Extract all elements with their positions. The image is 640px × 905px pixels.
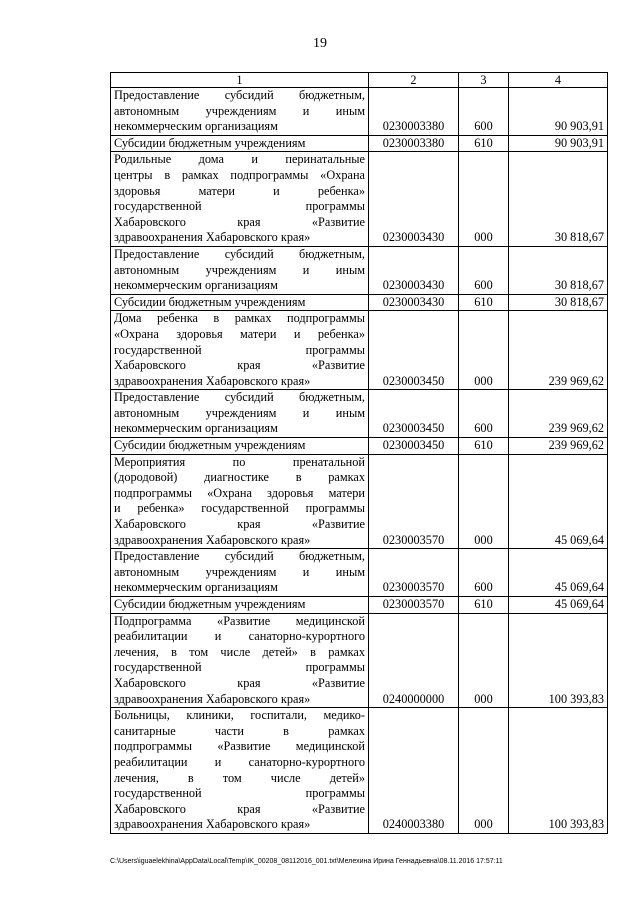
table-row (111, 438, 608, 455)
description-line: подпрограммы «Развитие медицинской (114, 739, 365, 754)
description-line: здравоохранения Хабаровского края» (114, 532, 311, 547)
row-target-code: 0230003570 (369, 454, 459, 549)
row-expense-type: 000 (459, 454, 509, 549)
header-row (111, 73, 608, 88)
description-line: реабилитации и санаторно-курортного (114, 754, 365, 769)
row-amount: 30 818,67 (509, 152, 608, 247)
row-target-code: 0230003430 (369, 152, 459, 247)
row-target-code: 0230003430 (369, 246, 459, 294)
row-expense-type: 600 (459, 88, 509, 136)
description-line: Субсидии бюджетным учреждениям (114, 438, 306, 453)
description-line: (дородовой) диагностике в рамках (114, 470, 365, 485)
row-description (111, 152, 369, 247)
table-row (111, 597, 608, 614)
row-amount: 239 969,62 (509, 390, 608, 438)
row-expense-type: 000 (459, 152, 509, 247)
page-number: 19 (313, 36, 327, 51)
description-line: лечения, в том числе детей» в рамках (114, 644, 365, 659)
description-line: подпрограммы «Охрана здоровья матери (114, 485, 365, 500)
description-line: Предоставление субсидий бюджетным, (114, 390, 365, 405)
description-line: Субсидии бюджетным учреждениям (114, 294, 306, 309)
table-row (111, 390, 608, 438)
table-row (111, 246, 608, 294)
row-expense-type: 000 (459, 311, 509, 390)
description-line: некоммерческим организациям (114, 119, 278, 134)
description-line: лечения, в том числе детей» (114, 770, 365, 785)
description-line: государственной программы (114, 342, 365, 357)
row-amount: 90 903,91 (509, 135, 608, 152)
row-target-code: 0240000000 (369, 613, 459, 708)
row-expense-type: 600 (459, 390, 509, 438)
row-description (111, 613, 369, 708)
row-expense-type: 610 (459, 597, 509, 614)
description-line: здравоохранения Хабаровского края» (114, 691, 311, 706)
row-description (111, 549, 369, 597)
description-line: Больницы, клиники, госпитали, медико- (114, 708, 365, 723)
row-target-code: 0240003380 (369, 708, 459, 834)
budget-table (110, 72, 608, 834)
description-line: Хабаровского края «Развитие (114, 801, 365, 816)
description-line: некоммерческим организациям (114, 580, 278, 595)
table-row (111, 549, 608, 597)
description-line: государственной программы (114, 660, 365, 675)
table-row (111, 88, 608, 136)
row-amount: 239 969,62 (509, 438, 608, 455)
description-line: Предоставление субсидий бюджетным, (114, 88, 365, 102)
row-expense-type: 000 (459, 613, 509, 708)
row-expense-type: 600 (459, 549, 509, 597)
description-line: некоммерческим организациям (114, 278, 278, 293)
row-description (111, 454, 369, 549)
description-line: Хабаровского края «Развитие (114, 358, 365, 373)
header-col-3: 3 (459, 73, 509, 88)
row-expense-type: 600 (459, 246, 509, 294)
description-line: санитарные части в рамках (114, 723, 365, 738)
row-description (111, 597, 369, 614)
row-amount: 45 069,64 (509, 549, 608, 597)
table-row (111, 708, 608, 834)
description-line: Хабаровского края «Развитие (114, 675, 365, 690)
description-line: Родильные дома и перинатальные (114, 152, 365, 167)
description-line: автономным учреждениям и иным (114, 103, 365, 118)
description-line: Дома ребенка в рамках подпрограммы (114, 311, 365, 326)
row-description (111, 88, 369, 136)
row-target-code: 0230003380 (369, 88, 459, 136)
row-target-code: 0230003430 (369, 294, 459, 311)
row-amount: 30 818,67 (509, 294, 608, 311)
description-line: центры в рамках подпрограммы «Охрана (114, 167, 365, 182)
row-target-code: 0230003570 (369, 597, 459, 614)
description-line: и ребенка» государственной программы (114, 501, 365, 516)
row-amount: 100 393,83 (509, 613, 608, 708)
table-row (111, 152, 608, 247)
description-line: здравоохранения Хабаровского края» (114, 373, 311, 388)
description-line: автономным учреждениям и иным (114, 262, 365, 277)
description-line: некоммерческим организациям (114, 421, 278, 436)
file-path-footer: C:\Users\iguaelekhina\AppData\Local\Temp\IK_00208_08112016_001.txt\Мелехина Ирина Геннадьевна\08.11.2016 17:57:11 (110, 858, 503, 865)
row-description (111, 311, 369, 390)
description-line: Субсидии бюджетным учреждениям (114, 135, 306, 150)
description-line: Субсидии бюджетным учреждениям (114, 597, 306, 611)
description-line: здравоохранения Хабаровского края» (114, 230, 311, 245)
description-line: государственной программы (114, 199, 365, 214)
description-line: здоровья матери и ребенка» (114, 183, 365, 198)
row-description (111, 708, 369, 834)
table-row (111, 294, 608, 311)
row-amount: 30 818,67 (509, 246, 608, 294)
row-description (111, 438, 369, 455)
row-description (111, 294, 369, 311)
description-line: реабилитации и санаторно-курортного (114, 629, 365, 644)
row-expense-type: 000 (459, 708, 509, 834)
description-line: Подпрограмма «Развитие медицинской (114, 613, 365, 628)
row-expense-type: 610 (459, 135, 509, 152)
description-line: Хабаровского края «Развитие (114, 517, 365, 532)
header-col-4: 4 (509, 73, 608, 88)
row-amount: 45 069,64 (509, 597, 608, 614)
row-description (111, 135, 369, 152)
description-line: Мероприятия по пренатальной (114, 454, 365, 469)
row-amount: 45 069,64 (509, 454, 608, 549)
table-row (111, 613, 608, 708)
row-target-code: 0230003380 (369, 135, 459, 152)
description-line: здравоохранения Хабаровского края» (114, 817, 311, 832)
description-line: автономным учреждениям и иным (114, 564, 365, 579)
description-line: автономным учреждениям и иным (114, 405, 365, 420)
table-row (111, 454, 608, 549)
row-target-code: 0230003450 (369, 311, 459, 390)
row-target-code: 0230003570 (369, 549, 459, 597)
row-amount: 90 903,91 (509, 88, 608, 136)
row-target-code: 0230003450 (369, 390, 459, 438)
header-col-1: 1 (111, 73, 369, 88)
header-col-2: 2 (369, 73, 459, 88)
row-description (111, 390, 369, 438)
description-line: Предоставление субсидий бюджетным, (114, 549, 365, 564)
description-line: Хабаровского края «Развитие (114, 214, 365, 229)
row-amount: 239 969,62 (509, 311, 608, 390)
row-amount: 100 393,83 (509, 708, 608, 834)
row-target-code: 0230003450 (369, 438, 459, 455)
description-line: «Охрана здоровья матери и ребенка» (114, 326, 365, 341)
row-expense-type: 610 (459, 294, 509, 311)
row-expense-type: 610 (459, 438, 509, 455)
table-row (111, 311, 608, 390)
description-line: государственной программы (114, 786, 365, 801)
row-description (111, 246, 369, 294)
description-line: Предоставление субсидий бюджетным, (114, 246, 365, 261)
table-row (111, 135, 608, 152)
